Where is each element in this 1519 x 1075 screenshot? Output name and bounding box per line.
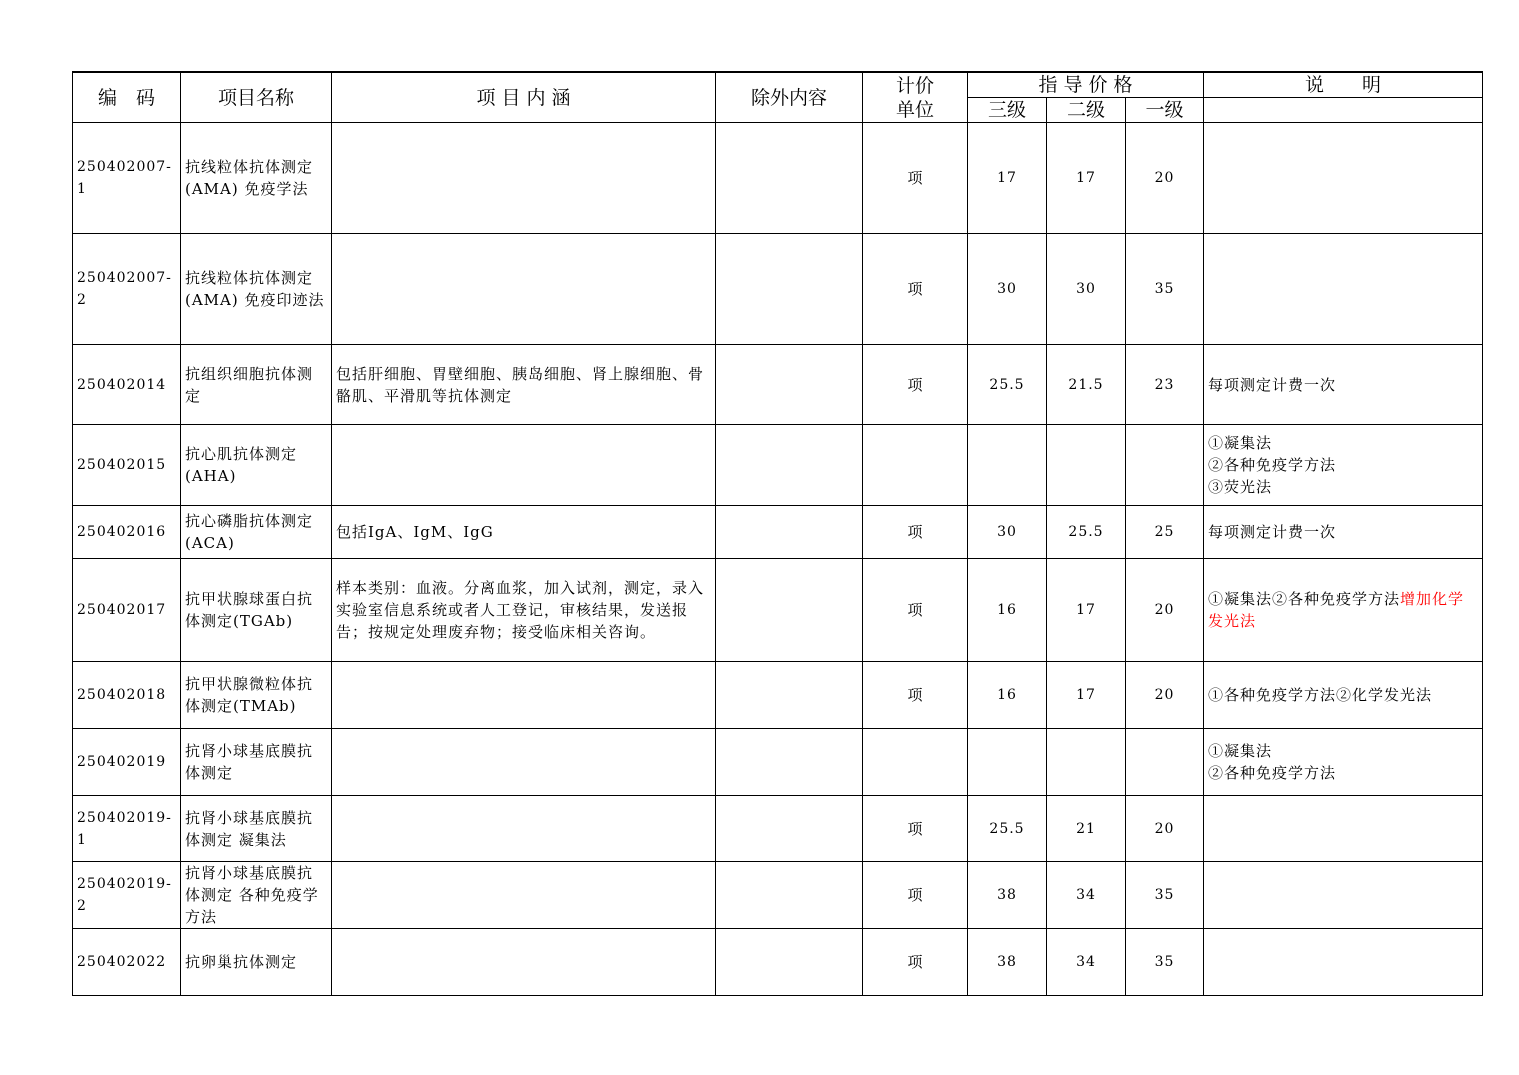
cell-level2 [1047, 729, 1126, 796]
cell-content [332, 123, 716, 234]
cell-level2: 21 [1047, 796, 1126, 862]
cell-level1 [1126, 425, 1204, 506]
cell-code: 250402019-2 [73, 862, 181, 929]
cell-unit: 项 [863, 662, 968, 729]
cell-exclude [716, 929, 863, 996]
note-text: ①凝集法 ②各种免疫学方法 ③荧光法 [1208, 434, 1337, 496]
cell-level1: 20 [1126, 559, 1204, 662]
table-row [73, 234, 1483, 345]
cell-exclude [716, 345, 863, 425]
note-text: ①凝集法 ②各种免疫学方法 [1208, 742, 1337, 782]
header-level3: 三级 [968, 98, 1047, 123]
note-text: 每项测定计费一次 [1208, 523, 1337, 541]
cell-code: 250402015 [73, 425, 181, 506]
cell-level1: 35 [1126, 929, 1204, 996]
cell-level2: 34 [1047, 862, 1126, 929]
price-table [72, 71, 1483, 996]
cell-level2: 17 [1047, 559, 1126, 662]
header-price-group: 指 导 价 格 [968, 72, 1204, 98]
header-code: 编 码 [73, 72, 181, 123]
cell-level3: 17 [968, 123, 1047, 234]
cell-unit: 项 [863, 929, 968, 996]
table-row [73, 425, 1483, 506]
cell-level3: 25.5 [968, 345, 1047, 425]
cell-code: 250402022 [73, 929, 181, 996]
cell-exclude [716, 662, 863, 729]
cell-code: 250402007-2 [73, 234, 181, 345]
cell-name: 抗心肌抗体测定(AHA) [181, 425, 332, 506]
header-exclude: 除外内容 [716, 72, 863, 123]
cell-level2: 34 [1047, 929, 1126, 996]
cell-note [1204, 796, 1483, 862]
cell-unit: 项 [863, 796, 968, 862]
cell-level3: 16 [968, 559, 1047, 662]
cell-exclude [716, 559, 863, 662]
cell-code: 250402016 [73, 506, 181, 559]
cell-code: 250402019 [73, 729, 181, 796]
cell-level2: 17 [1047, 123, 1126, 234]
cell-level1 [1126, 729, 1204, 796]
cell-name: 抗组织细胞抗体测定 [181, 345, 332, 425]
note-text: ①各种免疫学方法②化学发光法 [1208, 686, 1433, 704]
cell-level1: 20 [1126, 123, 1204, 234]
cell-exclude [716, 234, 863, 345]
cell-unit: 项 [863, 506, 968, 559]
note-text: ①凝集法②各种免疫学方法 [1208, 590, 1401, 608]
cell-unit [863, 729, 968, 796]
table-row [73, 123, 1483, 234]
cell-level2: 30 [1047, 234, 1126, 345]
cell-level2: 25.5 [1047, 506, 1126, 559]
header-unit-line2: 单位 [895, 98, 934, 121]
cell-unit: 项 [863, 345, 968, 425]
cell-level3: 38 [968, 929, 1047, 996]
cell-note [1204, 929, 1483, 996]
cell-level3: 38 [968, 862, 1047, 929]
cell-name: 抗甲状腺球蛋白抗体测定(TGAb) [181, 559, 332, 662]
cell-exclude [716, 425, 863, 506]
cell-exclude [716, 729, 863, 796]
table-row [73, 345, 1483, 425]
cell-name: 抗线粒体抗体测定(AMA) 免疫印迹法 [181, 234, 332, 345]
cell-level3 [968, 729, 1047, 796]
cell-exclude [716, 123, 863, 234]
cell-level2: 17 [1047, 662, 1126, 729]
cell-note [1204, 506, 1483, 559]
cell-content [332, 862, 716, 929]
cell-content [332, 234, 716, 345]
note-red-text: 增加化学发光法 [1208, 590, 1465, 630]
table-row [73, 862, 1483, 929]
cell-level1: 23 [1126, 345, 1204, 425]
header-note: 说 明 [1204, 72, 1483, 98]
cell-code: 250402019-1 [73, 796, 181, 862]
cell-content [332, 796, 716, 862]
cell-name: 抗肾小球基底膜抗体测定 凝集法 [181, 796, 332, 862]
cell-content [332, 729, 716, 796]
cell-code: 250402017 [73, 559, 181, 662]
cell-note [1204, 123, 1483, 234]
cell-name: 抗肾小球基底膜抗体测定 [181, 729, 332, 796]
cell-level3: 30 [968, 234, 1047, 345]
table-row [73, 662, 1483, 729]
table-row [73, 559, 1483, 662]
cell-unit: 项 [863, 123, 968, 234]
cell-code: 250402018 [73, 662, 181, 729]
header-level2: 二级 [1047, 98, 1126, 123]
cell-content: 包括IgA、IgM、IgG [332, 506, 716, 559]
cell-level3: 30 [968, 506, 1047, 559]
cell-unit: 项 [863, 234, 968, 345]
cell-name: 抗甲状腺微粒体抗体测定(TMAb) [181, 662, 332, 729]
cell-level1: 20 [1126, 662, 1204, 729]
cell-note [1204, 559, 1483, 662]
cell-level3: 25.5 [968, 796, 1047, 862]
table-row [73, 796, 1483, 862]
cell-note [1204, 425, 1483, 506]
cell-exclude [716, 796, 863, 862]
cell-unit: 项 [863, 862, 968, 929]
header-level1: 一级 [1126, 98, 1204, 123]
cell-unit: 项 [863, 559, 968, 662]
header-unit-line1: 计价 [895, 74, 934, 97]
header-note-sub [1204, 98, 1483, 123]
cell-content [332, 662, 716, 729]
header-name: 项目名称 [181, 72, 332, 123]
cell-code: 250402014 [73, 345, 181, 425]
cell-content [332, 425, 716, 506]
cell-exclude [716, 862, 863, 929]
cell-name: 抗肾小球基底膜抗体测定 各种免疫学方法 [181, 862, 332, 929]
cell-level1: 35 [1126, 862, 1204, 929]
cell-level3 [968, 425, 1047, 506]
cell-note [1204, 729, 1483, 796]
cell-level1: 35 [1126, 234, 1204, 345]
header-content: 项 目 内 涵 [332, 72, 716, 123]
cell-note [1204, 862, 1483, 929]
table-row [73, 729, 1483, 796]
cell-content: 样本类别：血液。分离血浆，加入试剂，测定，录入实验室信息系统或者人工登记，审核结果，发送报告；按规定处理废弃物；接受临床相关咨询。 [332, 559, 716, 662]
cell-content: 包括肝细胞、胃壁细胞、胰岛细胞、肾上腺细胞、骨骼肌、平滑肌等抗体测定 [332, 345, 716, 425]
cell-note [1204, 345, 1483, 425]
header-unit [863, 72, 968, 123]
note-text: 每项测定计费一次 [1208, 375, 1337, 394]
cell-name: 抗线粒体抗体测定(AMA) 免疫学法 [181, 123, 332, 234]
cell-level2 [1047, 425, 1126, 506]
cell-code: 250402007-1 [73, 123, 181, 234]
cell-name: 抗卵巢抗体测定 [181, 929, 332, 996]
cell-level1: 25 [1126, 506, 1204, 559]
cell-name: 抗心磷脂抗体测定(ACA) [181, 506, 332, 559]
table-row [73, 929, 1483, 996]
cell-level2: 21.5 [1047, 345, 1126, 425]
cell-unit [863, 425, 968, 506]
table-row [73, 506, 1483, 559]
cell-note [1204, 662, 1483, 729]
cell-note [1204, 234, 1483, 345]
cell-level1: 20 [1126, 796, 1204, 862]
cell-content [332, 929, 716, 996]
cell-exclude [716, 506, 863, 559]
cell-level3: 16 [968, 662, 1047, 729]
